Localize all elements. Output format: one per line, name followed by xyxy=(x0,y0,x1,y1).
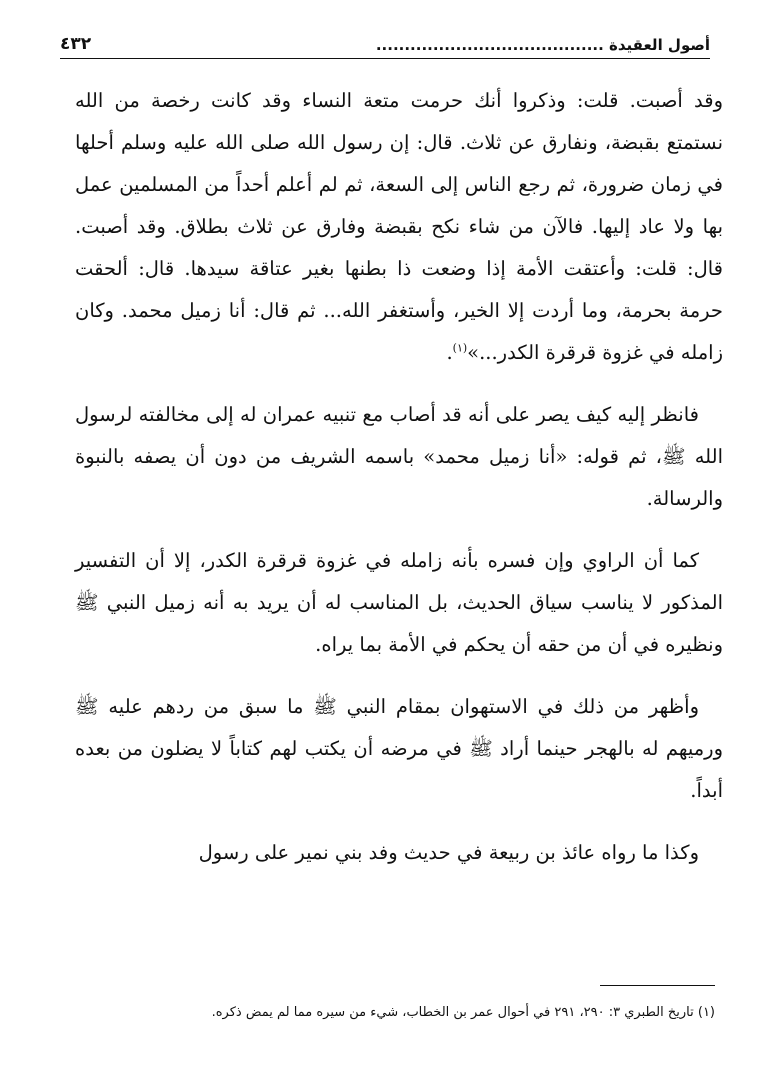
paragraph-1-end: . xyxy=(446,341,453,364)
paragraph-5: وكذا ما رواه عائذ بن ربيعة في حديث وفد بني نمير على رسول xyxy=(198,841,699,864)
paragraph-3: كما أن الراوي وإن فسره بأنه زامله في غزوة قرقرة الكدر، إلا أن التفسير المذكور لا يناسب سياق الحديث، بل المناسب له أن يريد به أنه زميل النبي ﷺ ونظيره في أن من حقه أن يحكم في الأمة بما يراه. xyxy=(75,549,723,656)
paragraph-1 xyxy=(75,80,723,374)
paragraph-4: وأظهر من ذلك في الاستهوان بمقام النبي ﷺ ما سبق من ردهم عليه ﷺ ورميهم له بالهجر حينما أراد ﷺ في مرضه أن يكتب لهم كتاباً لا يضلون من بعده أبداً. xyxy=(75,695,723,802)
paragraph-1-text: وقد أصبت. قلت: وذكروا أنك حرمت متعة النساء وقد كانت رخصة من الله نستمتع بقبضة، ونفارق عن ثلاث. قال: إن رسول الله صلى الله عليه وسلم أحلها في زمان ضرورة، ثم رجع الناس إلى السعة، ثم لم أعلم أحداً من المسلمين عمل بها ولا عاد إليها. فالآن من شاء نكح بقبضة وفارق عن ثلاث بطلاق. وقد أصبت. قال: قلت: وأعتقت الأمة إذا وضعت ذا بطنها بغير عتاقة سيدها. قال: ألحقت حرمة بحرمة، وما أردت إلا الخير، وأستغفر الله... ثم قال: أنا زميل محمد. وكان زامله في غزوة قرقرة الكدر...» xyxy=(75,89,723,364)
running-title xyxy=(376,36,710,58)
footnote: (١) تاريخ الطبري ٣: ٢٩٠، ٢٩١ في أحوال عمر بن الخطاب، شيء من سيره مما لم يمض ذكره. xyxy=(211,1005,715,1020)
page-number: ٤٣٢ xyxy=(60,34,92,54)
footnote-divider xyxy=(600,985,715,986)
paragraph-2: فانظر إليه كيف يصر على أنه قد أصاب مع تنبيه عمران له إلى مخالفته لرسول الله ﷺ، ثم قوله: «أنا زميل محمد» باسمه الشريف من دون أن يصفه بالنبوة والرسالة. xyxy=(75,403,723,510)
leader-dots: ........................................ xyxy=(375,36,604,54)
running-header xyxy=(60,28,710,59)
footnote-reference: (١) xyxy=(452,341,468,355)
page-body xyxy=(75,80,723,874)
running-title-text: أصول العقيدة xyxy=(609,36,710,54)
